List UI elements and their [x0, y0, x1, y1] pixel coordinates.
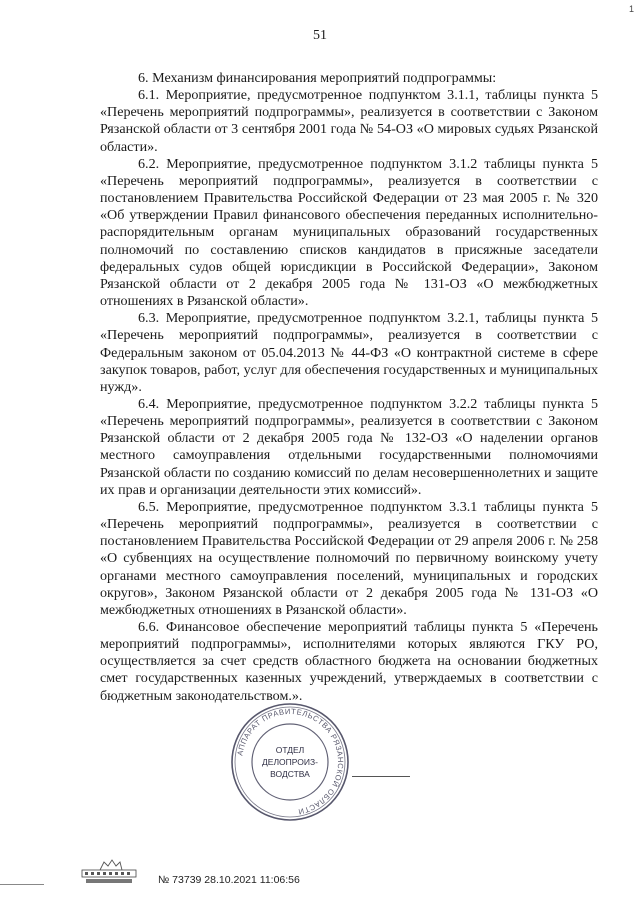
- registration-number: № 73739 28.10.2021 11:06:56: [158, 874, 300, 886]
- paragraph-6-2: 6.2. Мероприятие, предусмотренное подпунктом 3.1.2 таблицы пункта 5 «Перечень мероприятий подпрограммы», реализуется в соответствии с постановлением Правительства Российской Федерации от 23 мая 2005 г. № 320 «Об утверждении Правил финансового обеспечения переданных исполнительно-распорядительным органам муниципальных образований государственных полномочий по составлению списков кандидатов в присяжные заседатели федеральных судов общей юрисдикции в Российской Федерации», Законом Рязанской области от 2 декабря 2005 года № 131-ОЗ «О межбюджетных отношениях в Рязанской области».: [100, 155, 598, 310]
- stamp-ring-text: АППАРАТ ПРАВИТЕЛЬСТВА РЯЗАНСКОЙ ОБЛАСТИ: [235, 706, 346, 817]
- paragraph-6-6: 6.6. Финансовое обеспечение мероприятий таблицы пункта 5 «Перечень мероприятий подпрограммы», исполнителями которых являются ГКУ РО, осуществляется за счет средств областного бюджета на основании бюджетных смет государственных казенных учреждений, утверждаемых в соответствии с бюджетным законодательством.».: [100, 619, 598, 704]
- official-stamp: [228, 700, 352, 824]
- emblem-icon: [80, 858, 138, 886]
- paragraph-6-1: 6.1. Мероприятие, предусмотренное подпунктом 3.1.1, таблицы пункта 5 «Перечень мероприятий подпрограммы», реализуется в соответствии с Законом Рязанской области от 3 сентября 2001 года № 54-ОЗ «О мировых судьях Рязанской области».: [100, 87, 598, 155]
- section-heading: 6. Механизм финансирования мероприятий подпрограммы:: [138, 70, 497, 86]
- paragraph-6-3: 6.3. Мероприятие, предусмотренное подпунктом 3.2.1, таблицы пункта 5 «Перечень мероприятий подпрограммы», реализуется в соответствии с Федеральным законом от 05.04.2013 № 44-ФЗ «О контрактной системе в сфере закупок товаров, работ, услуг для обеспечения государственных и муниципальных нужд».: [100, 310, 598, 395]
- paragraph-6-5: 6.5. Мероприятие, предусмотренное подпунктом 3.3.1 таблицы пункта 5 «Перечень мероприятий подпрограммы», реализуется в соответствии с постановлением Правительства Российской Федерации от 29 апреля 2006 г. № 258 «О субвенциях на осуществление полномочий по первичному воинскому учету органами местного самоуправления поселений, муниципальных и городских округов», Законом Рязанской области от 2 декабря 2005 года № 131-ОЗ «О межбюджетных отношениях в Рязанской области».: [100, 498, 598, 618]
- footer-line: [0, 884, 44, 885]
- signature-line: [352, 776, 410, 777]
- corner-mark: 1: [628, 4, 634, 14]
- document-body: [100, 70, 598, 705]
- stamp-line-2: ДЕЛОПРОИЗ-: [262, 757, 318, 767]
- stamp-line-1: ОТДЕЛ: [275, 745, 305, 755]
- paragraph-6-4: 6.4. Мероприятие, предусмотренное подпунктом 3.2.2 таблицы пункта 5 «Перечень мероприятий подпрограммы», реализуется в соответствии с Законом Рязанской области от 2 декабря 2005 года № 132-ОЗ «О наделении органов местного самоуправления отдельными государственными полномочиями Рязанской области по созданию комиссий по делам несовершеннолетних и защите их прав и организации деятельности этих комиссий».: [100, 395, 598, 498]
- page-number: 51: [313, 28, 327, 43]
- stamp-line-3: ВОДСТВА: [270, 769, 310, 779]
